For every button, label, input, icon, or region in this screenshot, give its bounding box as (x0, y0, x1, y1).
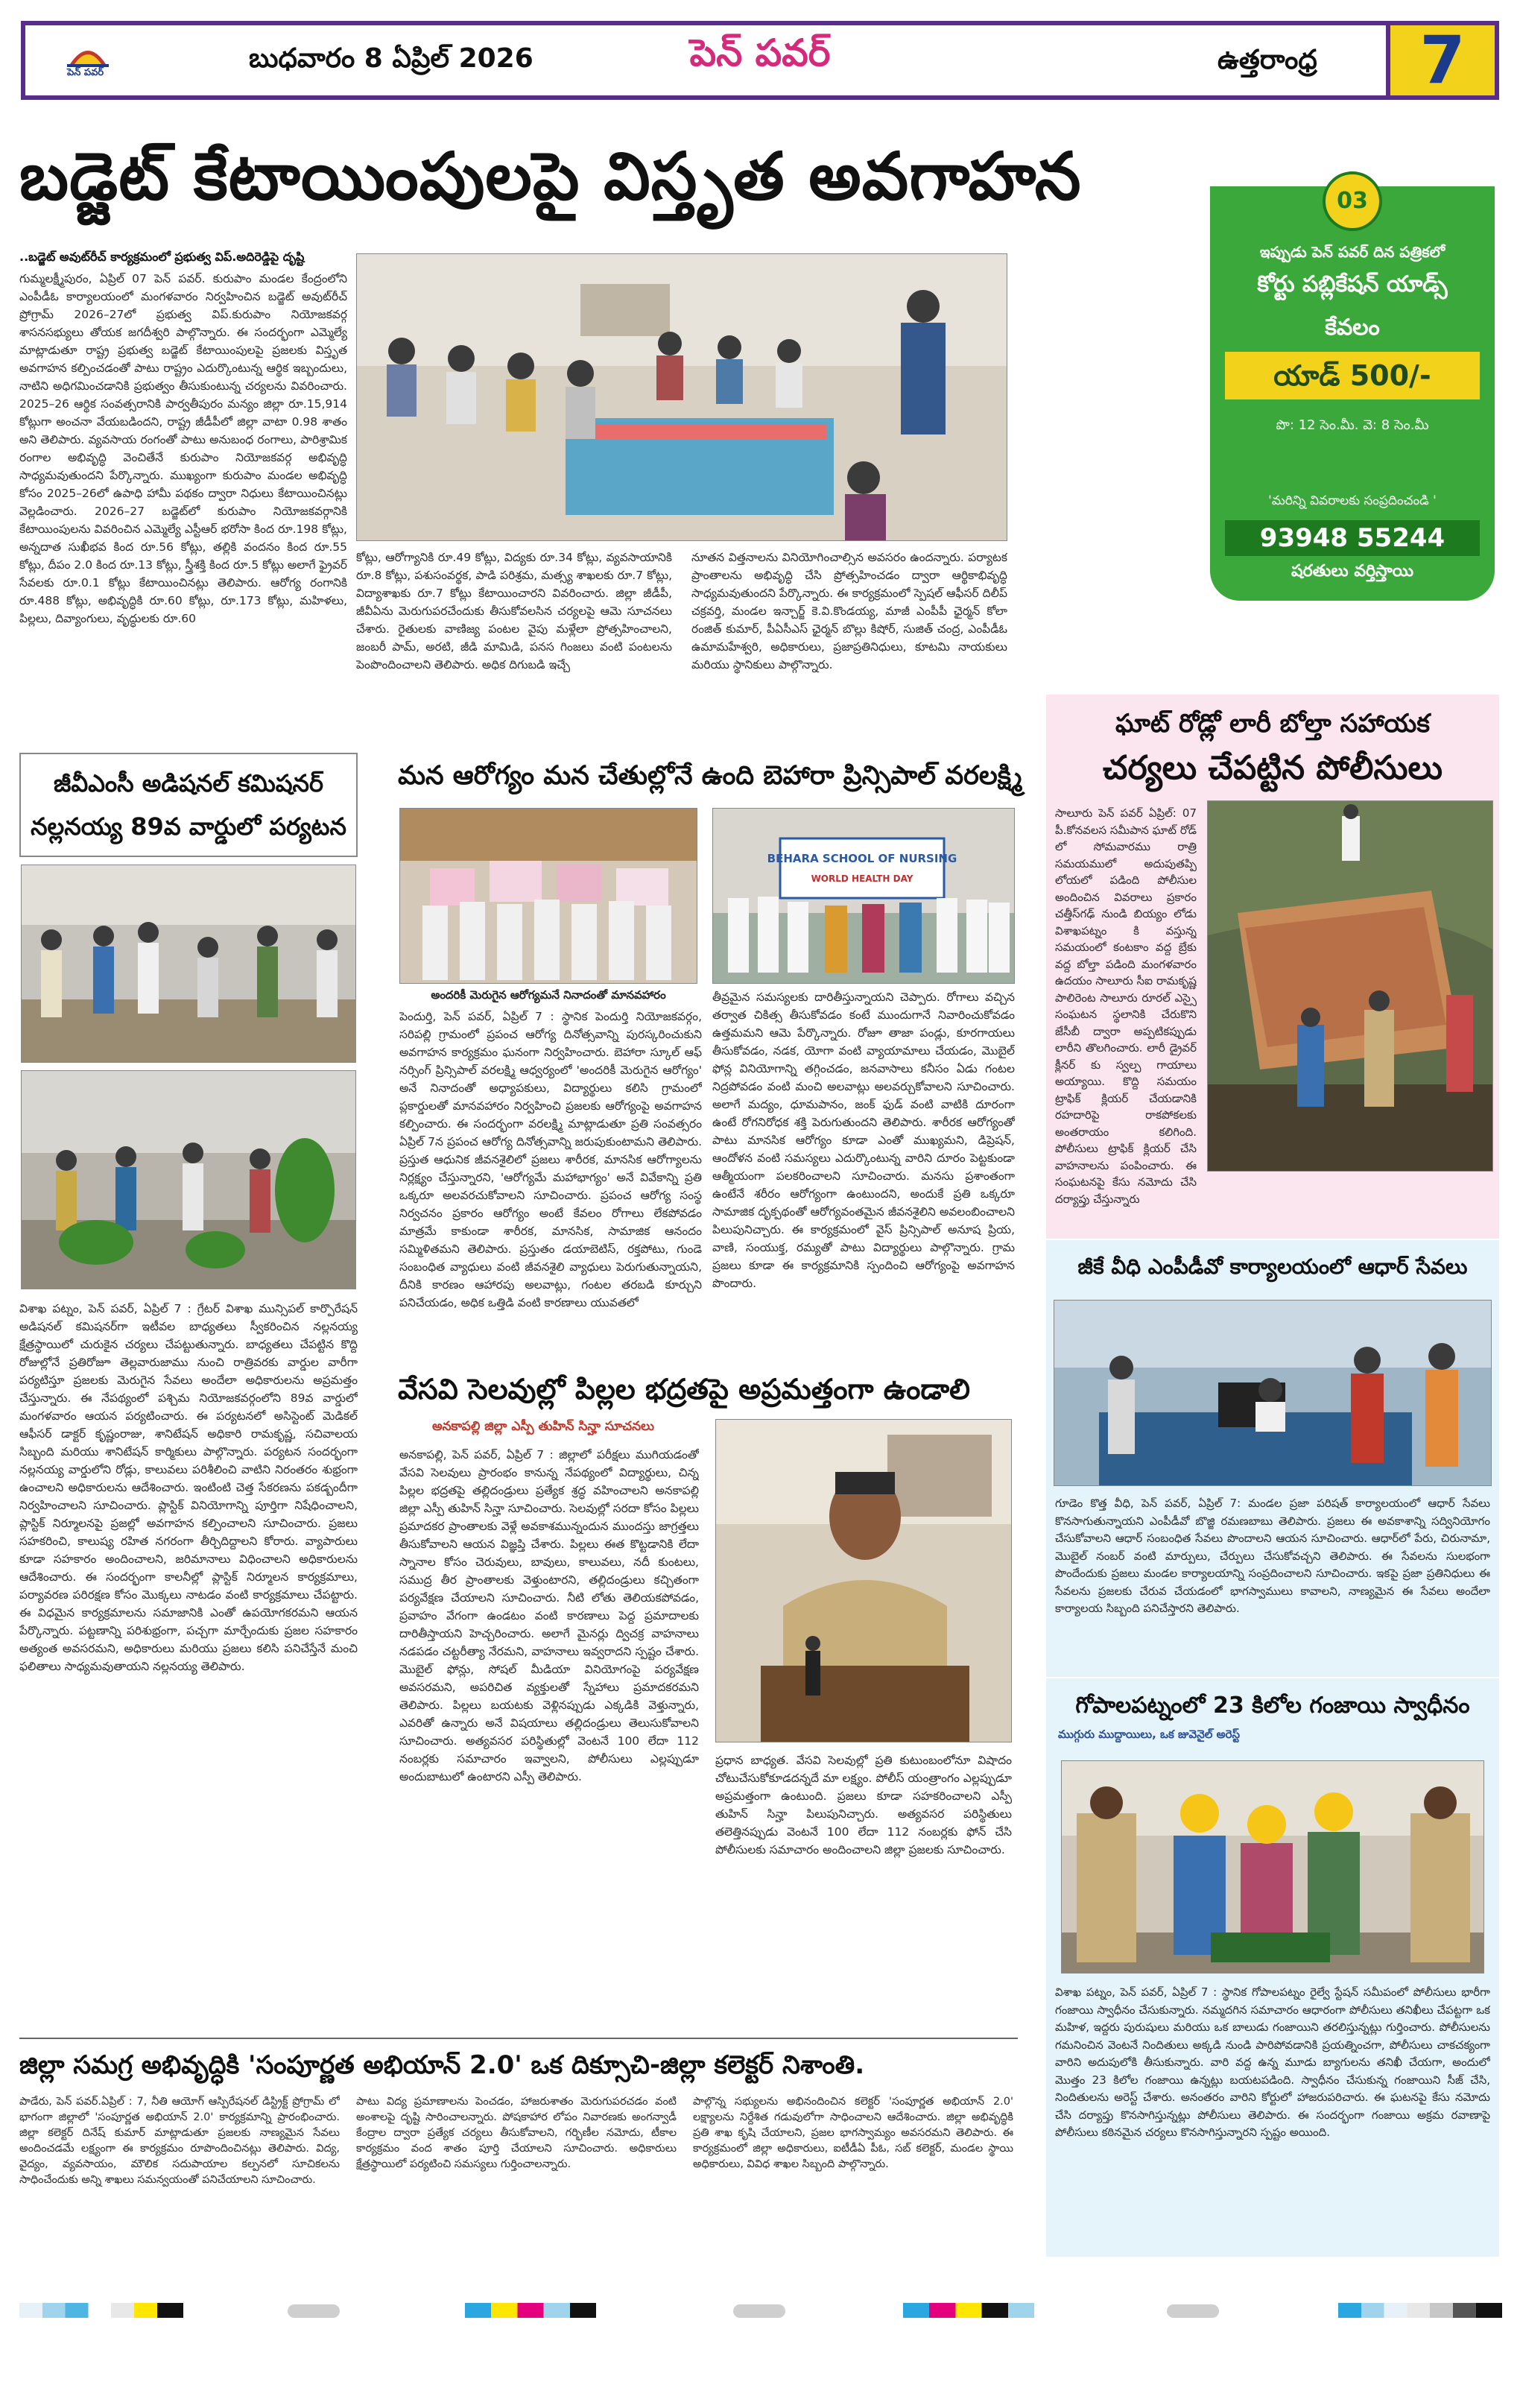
summer-subhead: అనకాపల్లి జిల్లా ఎస్పీ తుహిన్ సిన్హా సూచనలు (432, 1419, 654, 1434)
masthead-paper-name: పెన్ పవర్ (689, 31, 831, 75)
health-headline: మన ఆరోగ్యం మన చేతుల్లోనే ఉంది బెహారా ప్రిన్సిపాల్ వరలక్ష్మి (398, 761, 1022, 791)
overturned-lorry-photo (1208, 801, 1493, 1172)
ghmc-photo-2 (21, 1070, 356, 1289)
color-bar-right (1338, 2303, 1502, 2318)
summer-body: అనకాపల్లి, పెన్ పవర్, ఏప్రిల్ 7 : జిల్లాలో పరీక్షలు ముగియడంతో వేసవి సెలవులు ప్రారంభం కానున్న నేపథ్యంలో విద్యార్థులు, చిన్న పిల్లల భద్రతపై తల్లిదండ్రులు ప్రత్యేక శ్రద్ధ వహించాలని అనకాపల్లి జిల్లా ఎస్పీ తుహిన్ సిన్హా సూచించారు. సెలవుల్లో సరదా కోసం పిల్లలు ప్రమాదకర ప్రాంతాలకు వెళ్లే అవకాశమున్నందున ముందస్తు జాగ్రత్తలు తీసుకోవాలని ఆయన విజ్ఞప్తి చేశారు. పిల్లలు ఈత కొట్టడానికి లేదా స్నానాల కోసం చెరువులు, బావులు, కాలువలు, నదీ కుంటలు, సముద్ర తీర ప్రాంతాలకు వెళ్తుంటారని, తల్లిదండ్రులు కచ్చితంగా పర్యవేక్షణ చేయాలని సూచించారు. నీటి లోతు తెలియకపోవడం, ప్రవాహం వేగంగా ఉండటం వంటి కారణాలు పెద్ద ప్రమాదాలకు దారితీస్తాయని హెచ్చరించారు. అలాగే మైనర్లు ద్విచక్ర వాహనాలు నడపడం చట్టరీత్యా నేరమని, వాహనాలు ఇవ్వరాదని స్పష్టం చేశారు. మొబైల్ ఫోన్లు, సోషల్ మీడియా వినియోగంపై పర్యవేక్షణ అవసరమని, అపరిచిత వ్యక్తులతో స్నేహాలు ప్రమాదకరమని తెలిపారు. పిల్లలు బయటకు వెళ్లినప్పుడు ఎక్కడికి వెళ్తున్నారు, ఎవరితో ఉన్నారు అనే విషయాలు తల్లిదండ్రులు తెలుసుకోవాలని సూచించారు. అత్యవసర పరిస్థితుల్లో వెంటనే 100 లేదా 112 నంబర్లకు సమాచారం ఇవ్వాలని, పోలీసులు ఎల్లప్పుడూ అందుబాటులో ఉంటారని ఎస్పీ తెలిపారు. (399, 1448, 699, 1783)
health-col2: తీవ్రమైన సమస్యలకు దారితీస్తున్నాయని చెప్పారు. రోగాలు వచ్చిన తర్వాత చికిత్స తీసుకోవడం కంటే ముందుగానే నివారించుకోవడం ఉత్తమమని ఆమె పేర్కొన్నారు. రోజూ తాజా పండ్లు, కూరగాయలు తీసుకోవడం, నడక, యోగా వంటి వ్యాయామాలు చేయడం, మొబైల్ ఫోన్ల వినియోగాన్ని తగ్గించడం, జనవాసాలు కనీసం ఏడు గంటల నిద్రపోవడం వంటి మంచి అలవాట్లు అలవర్చుకోవాలని సూచించారు. అలాగే మద్యం, ధూమపానం, జంక్ ఫుడ్ వంటి వాటికి దూరంగా ఉంటే రోగనిరోధక శక్తి పెరుగుతుందని తెలిపారు. శారీరక ఆరోగ్యంతో పాటు మానసిక ఆరోగ్యం కూడా ఎంతో ముఖ్యమని, డిప్రెషన్, ఆందోళన వంటి సమస్యలు ఎదుర్కొంటున్న వారిని దూరం పెట్టకుండా ఆత్మీయంగా పలకరించాలని సూచించారు. మనసు ప్రశాంతంగా ఉంటేనే శరీరం ఆరోగ్యంగా ఉంటుందని, అందుకే ప్రతి ఒక్కరూ సామాజిక దృక్పథంతో ఆరోగ్యవంతమైన జీవనశైలిని అవలంబించాలని పిలుపునిచ్చారు. ఈ కార్యక్రమంలో వైస్ ప్రిన్సిపాల్ అనూష ప్రియ, వాణి, సంయుక్త, రమ్యతో పాటు విద్యార్థులు పాల్గొన్నారు. గ్రామ ప్రజలు కూడా ఈ కార్యక్రమానికి స్పందించి ఆరోగ్యంపై అవగాహన పొందారు. (712, 990, 1015, 1290)
aadhaar-photo (1054, 1300, 1492, 1486)
ad-price-box (1225, 352, 1480, 399)
ad-terms: షరతులు వర్తిస్తాయి (1291, 562, 1413, 581)
lead-col2: కోట్లు, ఆరోగ్యానికి రూ.49 కోట్లు, విద్యకు రూ.34 కోట్లు, వ్యవసాయానికి రూ.8 కోట్లు, పశుసంవర్థక, పాడి పరిశ్రమ, మత్స్య శాఖలకు రూ.7 కోట్లు, విద్యాశాఖకు రూ.7 కోట్లు కేటాయించారని వివరించారు. జిల్లా జీడీపీ, జీవీఏను మెరుగుపరచేందుకు తీసుకోవలసిన చర్యలపై ఆమె సూచనలు చేశారు. రైతులకు వాణిజ్య పంటల వైపు మళ్లేలా ప్రోత్సహించాలని, జంబరీ పామ్, అరటి, జీడి మామిడి, పనస గింజలు వంటి పంటలను పెంపొందించాలని తెలిపారు. అధిక దిగుబడి ఇచ్చే (356, 551, 672, 671)
ad-phone: 93948 55244 (1259, 523, 1445, 553)
ad-line2: కోర్టు పబ్లికేషన్ యాడ్స్ (1257, 271, 1448, 297)
ganja-headline: గోపాలపట్నంలో 23 కిలోల గంజాయి స్వాధీనం (1075, 1693, 1470, 1719)
lead-col1: గుమ్మలక్ష్మీపురం, ఏప్రిల్ 07 పెన్ పవర్. కురుపాం మండల కేంద్రంలోని ఎంపీడీఓ కార్యాలయంలో మంగళవారం నిర్వహించిన బడ్జెట్ అవుట్‌రీచ్ ప్రోగ్రామ్ 2026–27లో ప్రభుత్వ విప్.కురుపాం నియోజకవర్గ శాసనసభ్యులు తోయక జగదీశ్వరి పాల్గొన్నారు. ఈ సందర్భంగా ఎమ్మెల్యే మాట్లాడుతూ రాష్ట్ర ప్రభుత్వ బడ్జెట్ కేటాయింపులపై ప్రజలకు విస్తృత అవగాహన కల్పించడంతో పాటు రాష్ట్రం ఎదుర్కొంటున్న ఆర్థిక ఇబ్బందులు, నాటిని అధిగమించడానికి ప్రభుత్వం తీసుకుంటున్న చర్యలను వివరించారు. 2025–26 ఆర్థిక సంవత్సరానికి పార్వతీపురం మన్యం జిల్లా రూ.15,914 కోట్లుగా అంచనా వేయబడిందని, రాష్ట్ర జీడీపీలో జిల్లా వాటా 0.98 శాతం అని తెలిపారు. వ్యవసాయ రంగంతో పాటు అనుబంధ రంగాలు, పారిశ్రామిక రంగాల అభివృద్ధి వెంచితేనే కురుపాం నియోజకవర్గ అభివృద్ధి సాధ్యమవుతుందని పేర్కొన్నారు. ముఖ్యంగా కురుపాం మండల అభివృద్ధి కోసం 2025–26లో ఉపాధి హామీ పథకం ద్వారా నిధులు కేటాయించినట్లు వెల్లడించారు. 2026–27 బడ్జెట్‌లో కురుపాం నియోజకవర్గానికి కేటాయింపులను వివరించిన ఎమ్మెల్యే ఎస్టీఆర్ భరోసా కింద రూ.198 కోట్లు, అన్నదాత సుఖీభవ కింద రూ.56 కోట్లు, తల్లికి వందనం కింద రూ.55 కోట్లు, దీపం 2.0 కింద రూ.13 కోట్లు, స్త్రీశక్తి కింద రూ.5 కోట్లు అలాగే ఫ్రైవర్ సేవలకు రూ.0.1 కోట్లు కేటాయించినట్లు తెలిపారు. ఆరోగ్య రంగానికి రూ.488 కోట్లు, అభివృద్ధికి రూ.60 కోట్లు, రూ.173 కోట్లు, మహిళలు, పిల్లలు, దివ్యాంగులు, వృద్ధులకు రూ.60 (19, 272, 347, 625)
ad-badge (1323, 171, 1382, 231)
register-mark-3 (1167, 2304, 1219, 2318)
ghat-headline1: ఘాట్ రోడ్లో లారీ బోల్తా సహాయక (1115, 709, 1430, 739)
color-bar-mid1 (465, 2303, 629, 2318)
ad-price: యాడ్ 500/- (1273, 359, 1431, 392)
ad-size: పొ: 12 సెం.మీ. వె: 8 సెం.మీ (1276, 417, 1429, 433)
nursing-group-photo (713, 809, 1015, 984)
sp-portrait-photo (716, 1420, 1012, 1742)
ghat-section (1046, 695, 1499, 1239)
summer-headline: వేసవి సెలవుల్లో పిల్లల భద్రతపై అప్రమత్తంగా ఉండాలి (398, 1373, 970, 1406)
page-number-text: 7 (1419, 22, 1466, 98)
ganja-body: విశాఖ పట్నం, పెన్ పవర్, ఏప్రిల్ 7 : స్థానిక గోపాలపట్నం రైల్వే స్టేషన్ సమీపంలో పోలీసులు భారీగా గంజాయి స్వాధీనం చేసుకున్నారు. నమ్మదగిన సమాచారం ఆధారంగా పోలీసులు తనిఖీలు చేపట్టగా ఒక మహిళ, ఇద్దరు పురుషులు మరియు ఒక బాలుడు గంజాయిని తరలిస్తున్నట్లు గుర్తించారు. పోలీసులను గమనించిన వెంటనే నిందితులు అక్కడి నుండి పారిపోవడానికి ప్రయత్నించగా, పోలీసులు చాకచక్యంగా వారిని అదుపులోకి తీసుకున్నారు. వారి వద్ద ఉన్న మూడు బ్యాగులను తనిఖీ చేయగా, అందులో మొత్తం 23 కిలోల గంజాయి ఉన్నట్లు బయటపడింది. స్వాధీనం చేసుకున్న గంజాయిని సీజ్ చేసి, నిందితులను అరెస్ట్ చేశారు. అనంతరం వారిని కోర్టులో హాజరుపరిచారు. ఈ ఘటనపై కేసు నమోదు చేసి దర్యాప్తు కొనసాగిస్తున్నట్లు పోలీసులు తెలిపారు. ఈ సందర్భంగా గంజాయి అక్రమ రవాణాపై పోలీసులు కఠినమైన చర్యలు కొనసాగిస్తున్నారని స్పష్టం అయింది. (1055, 1985, 1490, 2139)
page-number (1386, 21, 1499, 100)
masthead-section: ఉత్తరాంధ్ర (1217, 45, 1317, 75)
ghmc-box (19, 753, 358, 857)
banner-sub: WORLD HEALTH DAY (811, 873, 913, 884)
meeting-hall-photo (357, 254, 1007, 541)
collector-headline: జిల్లా సమగ్ర అభివృద్ధికి 'సంపూర్ణత అభియాన్ 2.0' ఒక దిక్సూచి-జిల్లా కలెక్టర్ నిశాంతి. (19, 2050, 865, 2080)
ghmc-body: విశాఖ పట్నం, పెన్ పవర్, ఏప్రిల్ 7 : గ్రేటర్ విశాఖ మున్సిపల్ కార్పొరేషన్ అడిషనల్ కమిషనర్‌గా ఇటీవల బాధ్యతలు స్వీకరించిన నల్లనయ్య క్షేత్రస్థాయిలో చురుకైన చర్యలు చేపట్టుతున్నారు. బాధ్యతలు చేపట్టిన కొద్ది రోజుల్లోనే ప్రతిరోజూ తెల్లవారుజాము నుంచి రాత్రివరకు వార్డుల వారీగా పర్యటిస్తూ ప్రజలకు మెరుగైన సేవలు అందేలా అధికారులను అప్రమత్తం చేస్తున్నారు. ఈ నేపథ్యంలో పశ్చిమ నియోజకవర్గంలోని 89వ వార్డులో మంగళవారం ఆయన పర్యటించారు. ఈ పర్యటనలో అసిస్టెంట్ మెడికల్ ఆఫీసర్ డాక్టర్ కృష్ణంరాజు, శానిటేషన్ అధికారి రామకృష్ణ, సచివాలయ సిబ్బంది మరియు శానిటేషన్ కార్మికులు పాల్గొన్నారు. పర్యటన సందర్భంగా నల్లనయ్య వార్డులోని రోడ్లు, కాలువలు పరిశీలించి వాటిని నిరంతరం శుభ్రంగా ఉంచాలని అధికారులను ఆదేశించారు. ఇంటింటి చెత్త సేకరణను పకడ్బందీగా నిర్వహించాలని సూచించారు. ప్లాస్టిక్ వినియోగాన్ని పూర్తిగా నిషేధించాలని, ప్లాస్టిక్ నిర్మూలనపై ప్రజల్లో అవగాహన కల్పించాలని సూచించారు. ప్రజలు సహకరించి, కాలుష్య రహిత నగరంగా తీర్చిదిద్దాలని కోరారు. వ్యాపారులు కూడా సహకారం అందించాలని, జరిమానాలు విధించాలని అధికారులను ఆదేశించారు. ఈ సందర్భంగా కాలనీల్లో ప్లాస్టిక్ నిర్మూలన కార్యక్రమాలు, పర్యావరణ పరిరక్షణ కోసం మొక్కలు నాటడం వంటి కార్యక్రమాలు చేపట్టారు. ఈ విధమైన కార్యక్రమాలను సమాజానికి ఎంతో ఉపయోగకరమని ఆయన పేర్కొన్నారు. పట్టణాన్ని పరిశుభ్రంగా, పచ్చగా మార్చేందుకు ప్రజల సహకారం అత్యంత అవసరమని, అధికారులు మరియు ప్రజలు కలిసి పనిచేస్తేనే మంచి ఫలితాలు సాధ్యమవుతాయని నల్లనయ్య తెలిపారు. (19, 1302, 358, 1673)
collector-col2: పాటు విద్య ప్రమాణాలను పెంచడం, హాజరుశాతం మెరుగుపరచడం వంటి అంశాలపై దృష్టి సారించాలన్నారు. పోషకాహార లోపం నివారణకు అంగన్వాడీ కేంద్రాల ద్వారా ప్రత్యేక చర్యలు తీసుకోవాలని, గర్భిణీల నమోదు, టీకాల కార్యక్రమం వంద శాతం పూర్తి చేయాలని సూచించారు. అధికారులు క్షేత్రస్థాయిలో పర్యటించి సమస్యలు గుర్తించాలన్నారు. (356, 2096, 677, 2170)
summer-col2: ప్రధాన బాధ్యత. వేసవి సెలవుల్లో ప్రతి కుటుంబంలోనూ విషాదం చోటుచేసుకోకూడదన్నదే మా లక్ష్యం. పోలీస్ యంత్రాంగం ఎల్లప్పుడూ అప్రమత్తంగా ఉంటుంది. ప్రజలు కూడా సహకరించాలని ఎస్పీ తుహిన్ సిన్హా పిలుపునిచ్చారు. అత్యవసర పరిస్థితులు తలెత్తినప్పుడు వెంటనే 100 లేదా 112 నంబర్లకు ఫోన్ చేసి పోలీసులకు సమాచారం అందించాలని జిల్లా ప్రజలకు సూచించారు. (715, 1754, 1012, 1856)
summer-sp-photo (715, 1419, 1012, 1742)
collector-divider (19, 2038, 1018, 2039)
ad-line1: ఇప్పుడు పెన్ పవర్ దిన పత్రికలో (1259, 243, 1445, 261)
ghmc-visit-photo (22, 865, 356, 1063)
ad-contact: 'మరిన్ని వివరాలకు సంప్రదించండి ' (1268, 493, 1437, 508)
aadhaar-headline: జీకే వీధి ఎంపీడీవో కార్యాలయంలో ఆధార్ సేవలు (1077, 1254, 1468, 1279)
aadhaar-centre-photo (1054, 1301, 1492, 1486)
banner-text: BEHARA SCHOOL OF NURSING (767, 852, 957, 865)
health-photo-2 (712, 808, 1015, 984)
masthead-date: బుధవారం 8 ఏప్రిల్ 2026 (249, 43, 533, 74)
lead-photo (356, 253, 1007, 541)
ghat-photo (1207, 800, 1493, 1172)
logo-text: పెన్ పవర్ (67, 67, 104, 78)
ghmc-photo-1 (21, 865, 356, 1063)
ghat-headline2: చర్యలు చేపట్టిన పోలీసులు (1103, 749, 1443, 787)
masthead (21, 21, 1499, 100)
lead-headline: బడ్జెట్ కేటాయింపులపై విస్తృత అవగాహన (19, 138, 1082, 215)
register-mark-1 (288, 2304, 340, 2318)
color-registration-strip (19, 2300, 1502, 2322)
register-mark-2 (733, 2304, 785, 2318)
ganja-section (1046, 1678, 1499, 2257)
ghmc-headline: జీవీఎంసీ అడిషనల్ కమిషనర్ నల్లనయ్య 89వ వార్డులో పర్యటన (31, 769, 346, 841)
health-col1: పెందుర్తి, పెన్ పవర్, ఏప్రిల్ 7 : స్థానిక పెందుర్తి నియోజకవర్గం, సరిపల్లి గ్రామంలో ప్రపంచ ఆరోగ్య దినోత్సవాన్ని పురస్కరించుకుని అవగాహన కార్యక్రమం ఘనంగా నిర్వహించారు. బెహారా స్కూల్ ఆఫ్ నర్సింగ్ ప్రిన్సిపాల్ వరలక్ష్మి ఆధ్వర్యంలో 'అందరికీ మెరుగైన ఆరోగ్యం' అనే నినాదంతో అధ్యాపకులు, విద్యార్థులు కలిసి గ్రామంలో ప్లకార్డులతో మానవహారం నిర్వహించి ప్రజలకు ఆరోగ్యంపై అవగాహన కల్పించారు. ఈ సందర్భంగా వరలక్ష్మి మాట్లాడుతూ ప్రతి సంవత్సరం ఏప్రిల్ 7న ప్రపంచ ఆరోగ్య దినోత్సవాన్ని జరుపుకుంటామని తెలిపారు. ప్రస్తుత ఆధునిక జీవనశైలిలో ప్రజలు శారీరక, మానసిక ఆరోగ్యాలను నిర్లక్ష్యం చేస్తున్నారని, 'ఆరోగ్యమే మహాభాగ్యం' అనే వివేకాన్ని ప్రతి ఒక్కరూ అలవరచుకోవాలని సూచించారు. ప్రపంచ ఆరోగ్య సంస్థ నిర్వచనం ప్రకారం ఆరోగ్యం అంటే కేవలం రోగాలు లేకపోవడం మాత్రమే కాకుండా శారీరక, మానసిక, సామాజిక ఆనందం సమ్మిళితమని తెలిపారు. ప్రస్తుతం డయాబెటిస్, రక్తపోటు, గుండె సంబంధిత వ్యాధులు వంటి జీవనశైలి వ్యాధులు పెరుగుతున్నాయని, దీనికి కారణం ఆహారపు అలవాట్లు, గంటల తరబడి కూర్చుని పనిచేయడం, అధిక ఒత్తిడి వంటి కారణాలు యువతలో (399, 1010, 702, 1309)
ganja-accused-photo (1062, 1761, 1484, 1974)
lead-caption: ..బడ్జెట్ అవుట్‌రీచ్ కార్యక్రమంలో ప్రభుత్వ విప్.అదిరెడ్డిపై దృష్టి (19, 250, 305, 264)
ganja-subhead: ముగ్గురు ముద్దాయిలు, ఒక జువెనైల్ అరెస్ట్ (1058, 1728, 1241, 1741)
aadhaar-section (1046, 1240, 1499, 1677)
color-bar-left (19, 2303, 183, 2318)
ghat-body: సాలూరు పెన్ పవర్ ఏప్రిల్: 07 పీ.కోనవలస సమీపాన ఘాట్ రోడ్ లో సోమవారము రాత్రి సమయములో అదుపుతప్పి లోయలో పడింది పోలీసుల అందించిన వివరాలు ప్రకారం చత్తీస్‌గఢ్ నుండి బియ్యం లోడు విశాఖపట్నం కి వస్తున్న సమయంలో కంటకాం వద్ద బ్రేకు వద్ద బోల్తా పడింది మంగళవారం ఉదయం సాలూరు సీఐ రామకృష్ణ పాలిరెంట సాలూరు రూరల్ ఎస్సై సంఘటన స్థలానికి చేరుకొని జేసీబీ ద్వారా అప్పటికప్పుడు లారీని తొలగించారు. లారీ డ్రైవర్ క్లీనర్ కు స్వల్ప గాయాలు అయ్యాయి. కొద్ది సమయం ట్రాఫిక్ క్లియర్ చేయడానికి రహదారిపై రాకపోకలకు అంతరాయం కలిగింది. పోలీసులు ట్రాఫిక్ క్లియర్ చేసి వాహనాలను పంపించారు. ఈ సంఘటనపై కేసు నమోదు చేసి దర్యాప్తు చేస్తున్నారు (1055, 806, 1197, 1206)
ganja-photo (1061, 1760, 1484, 1974)
nursing-rally-photo (400, 809, 697, 984)
ad-phone-box (1225, 520, 1480, 556)
ad-line3: కేవలం (1325, 315, 1380, 341)
color-bar-mid2 (903, 2303, 1067, 2318)
collector-col3: పాల్గొన్న సభ్యులను అభినందించిన కలెక్టర్ 'సంపూర్ణత అభియాన్ 2.0' లక్ష్యాలను నిర్దేశిత గడువులోగా సాధించాలని ఆదేశించారు. జిల్లా అభివృద్ధికి ప్రతి శాఖ కృషి చేయాలని, ప్రజల భాగస్వామ్యం అవసరమని తెలిపారు. ఈ కార్యక్రమంలో జిల్లా అధికారులు, ఐటీడీఏ పీఓ, సబ్ కలెక్టర్, మండల స్థాయి అధికారులు, వివిధ శాఖల సిబ్బంది పాల్గొన్నారు. (693, 2096, 1013, 2170)
aadhaar-body: గూడెం కొత్త వీధి, పెన్ పవర్, ఏప్రిల్ 7: మండల ప్రజా పరిషత్ కార్యాలయంలో ఆధార్ సేవలు కొనసాగుతున్నాయని ఎంపీడీవో బొజ్జి రమణబాబు తెలిపారు. ప్రజలు ఈ అవకాశాన్ని సద్వినియోగం చేసుకోవాలని ఆధార్ సంబంధిత సేవలు పొందాలని ఆయన సూచించారు. ఆధార్‌లో పేరు, చిరునామా, మొబైల్ నంబర్ వంటి మార్పులు, చేర్పులు చేసుకోవచ్చని తెలిపారు. ఈ సేవలను సులభంగా పొందేందుకు ప్రజలు మండల కార్యాలయాన్ని సంప్రదించాలని సూచించారు. ఇకపై ప్రజా ప్రతినిధులు ఈ సేవలను ప్రజలకు చేరువ చేయడంలో భాగస్వాములు కావాలని, నాణ్యమైన ఈ సేవలు అందేలా కార్యాలయ సిబ్బంది పనిచేస్తారని తెలిపారు. (1055, 1497, 1490, 1615)
collector-col1: పాడేరు, పెన్ పవర్.ఏప్రిల్ : 7, నీతి ఆయోగ్ ఆస్పిరేషనల్ డిస్ట్రిక్ట్ ప్రోగ్రామ్ లో భాగంగా జిల్లాలో 'సంపూర్ణత అభియాన్ 2.0' కార్యక్రమాన్ని ప్రారంభించారు. జిల్లా కలెక్టర్ దినేష్ కుమార్ మాట్లాడుతూ ప్రజలకు నాణ్యమైన సేవలు అందించడమే లక్ష్యంగా ఈ కార్యక్రమం రూపొందించినట్లు తెలిపారు. విద్య, వైద్యం, వ్యవసాయం, మౌలిక సదుపాయాల కల్పనలో సూచికలను సాధించేందుకు అన్ని శాఖలు సమన్వయంతో పనిచేయాలని సూచించారు. (19, 2096, 340, 2186)
ad-badge-text: 03 (1337, 188, 1368, 214)
lead-col3: నూతన విత్తనాలను వినియోగించాల్సిన అవసరం ఉందన్నారు. పర్యాటక ప్రాంతాలను అభివృద్ధి చేసి ప్రోత్సహించడం ద్వారా ఆర్థికాభివృద్ధి సాధ్యమవుతుందని పేర్కొన్నారు. ఈ కార్యక్రమంలో స్పెషల్ ఆఫీసర్ దిలీప్ చక్రవర్తి, మండల ఇన్చార్జ్ కె.వి.కొండయ్య, మాజీ ఎంపీపీ ఛైర్మన్ కోలా రంజిత్ కుమార్, పీఏసీఎస్ ఛైర్మన్ బొల్లు కిషోర్, సుజిత్ చంద్ర, ఎంపీడీఓ ఉమామహేశ్వరి, అధికారులు, ప్రజాప్రతినిధులు, కూటమి నాయకులు మరియు స్థానికులు పాల్గొన్నారు. (691, 551, 1007, 671)
health-photo-1 (399, 808, 697, 984)
court-ad (1210, 186, 1495, 601)
health-caption: అందరికీ మెరుగైన ఆరోగ్యమనే నినాదంతో మానవహారం (431, 988, 666, 1002)
ghmc-plants-photo (22, 1071, 356, 1289)
